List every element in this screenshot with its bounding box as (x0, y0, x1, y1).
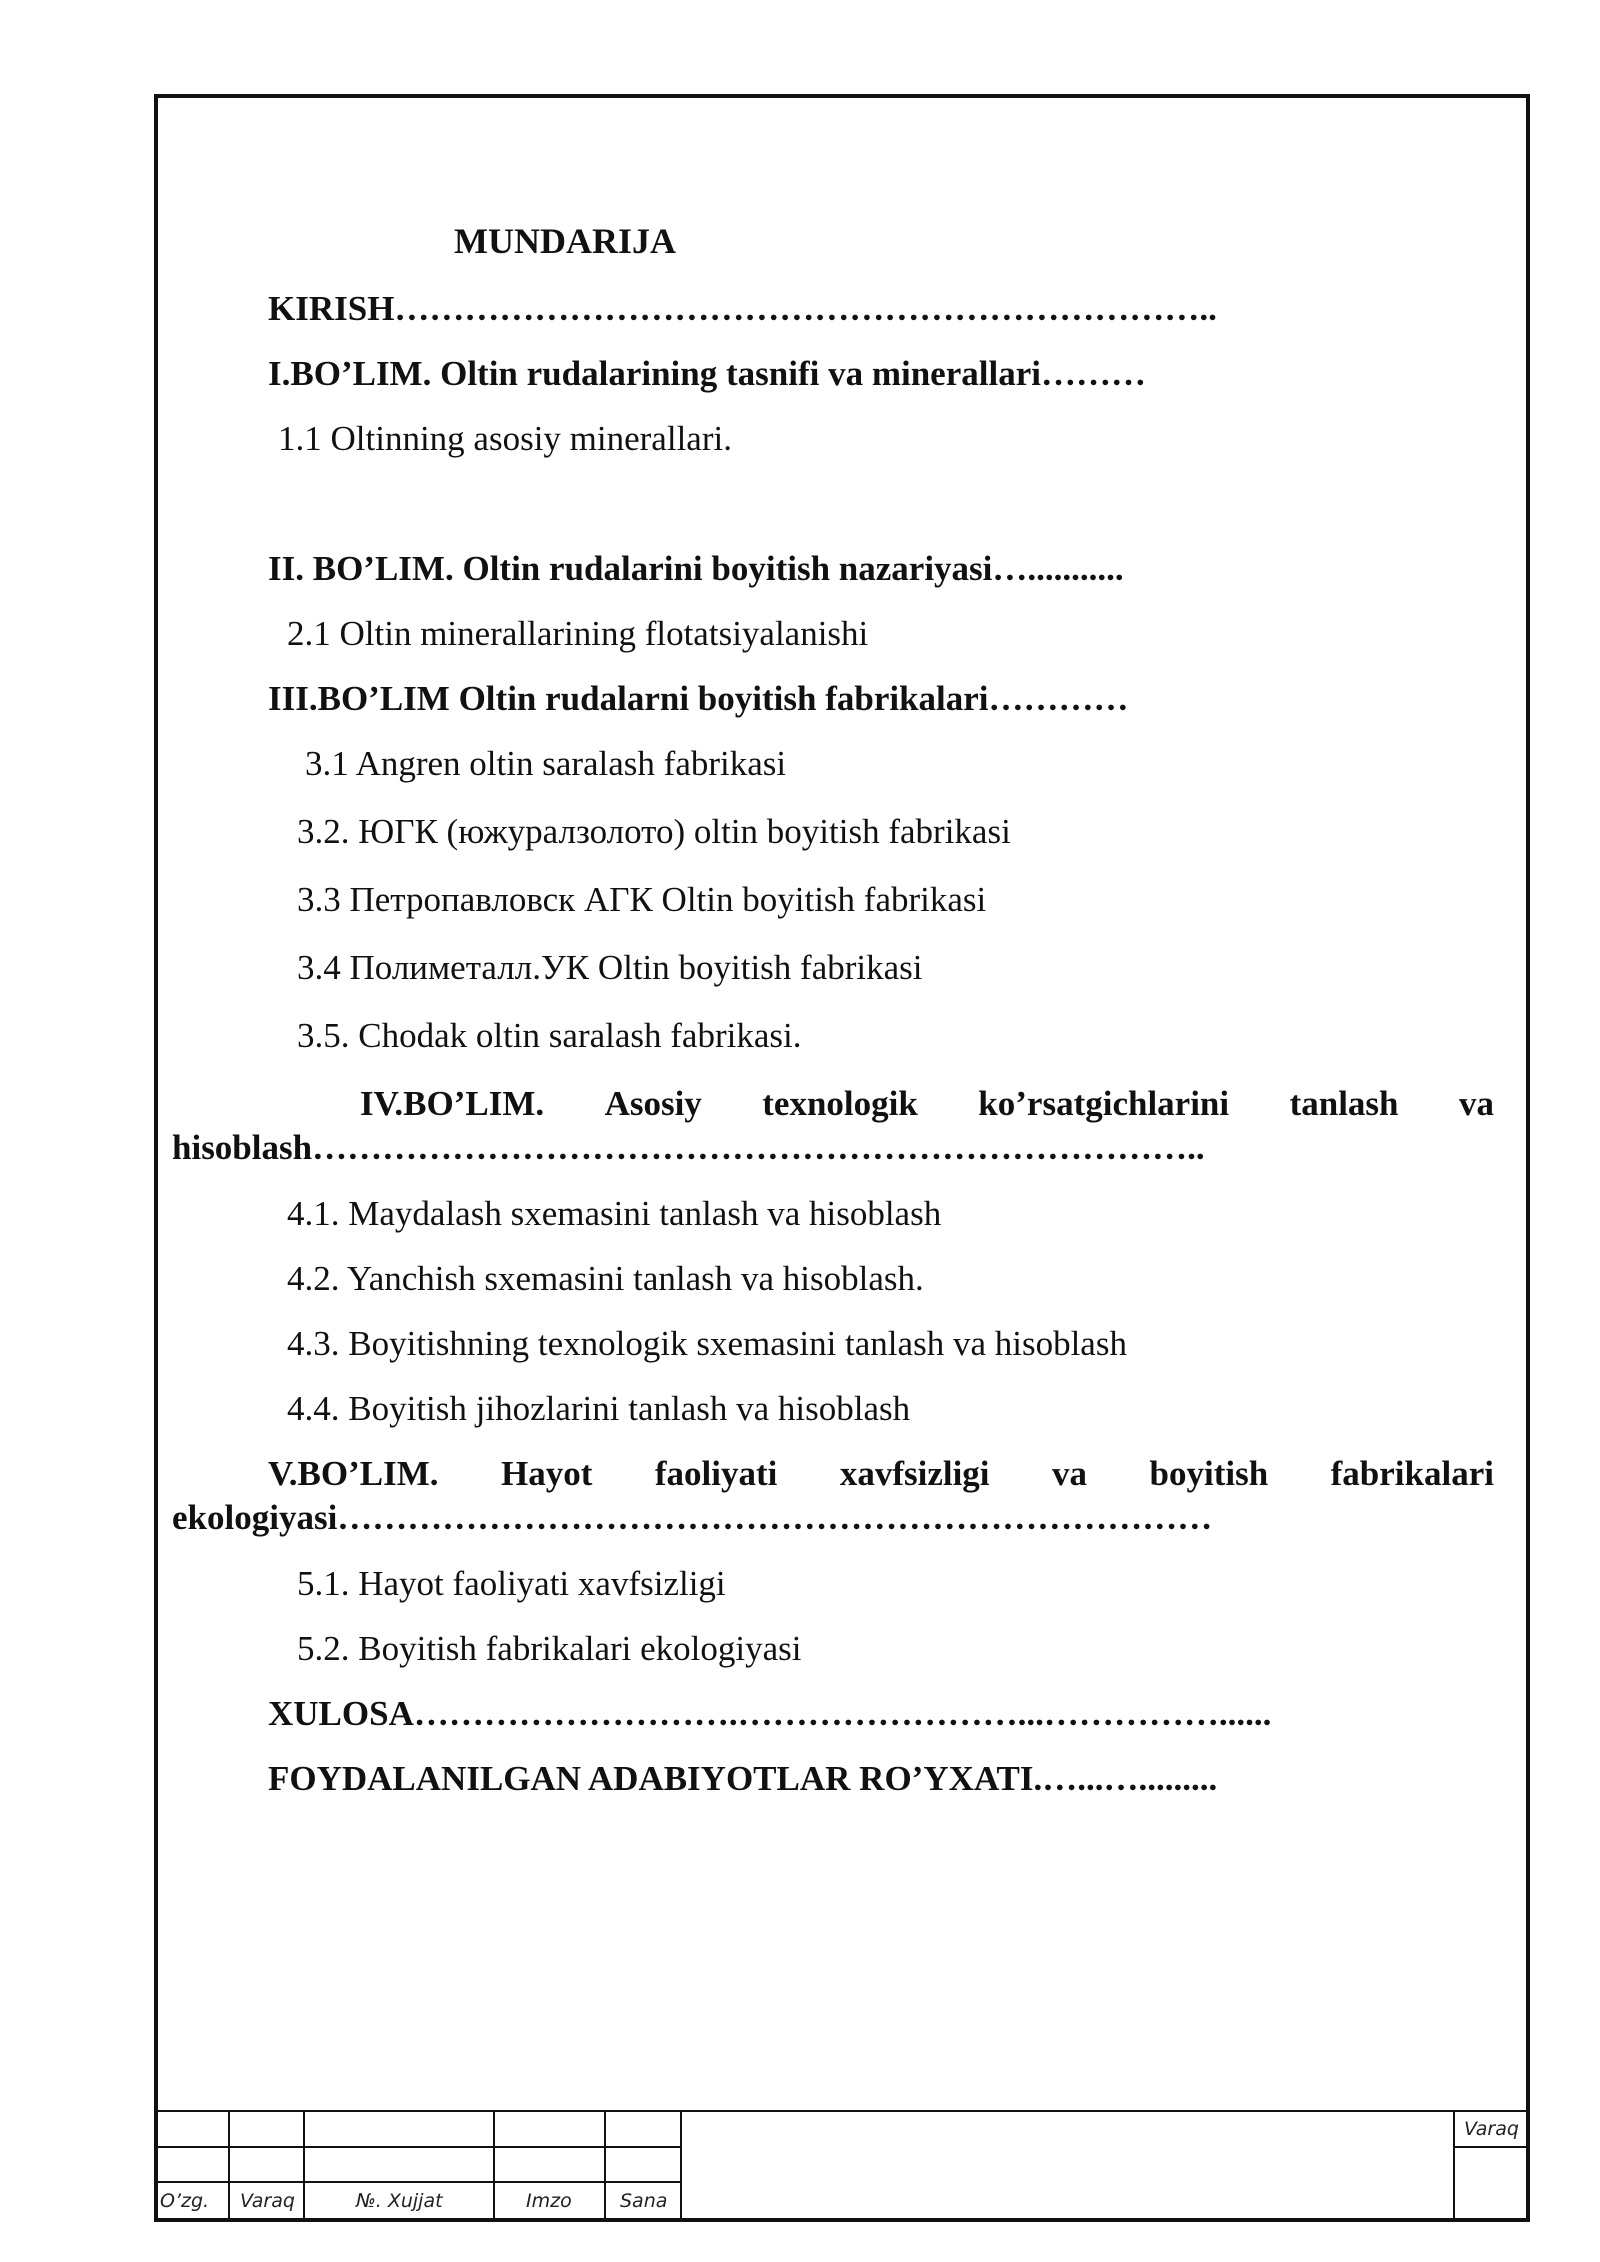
toc-bolim-5-line2: ekologiyasi………………………………………………………………… (172, 1498, 1213, 1537)
toc-bolim-5-word: fabrikalari (1330, 1454, 1494, 1493)
toc-bolim-4-word: tanlash (1289, 1084, 1399, 1123)
toc-bolim-5-word: boyitish (1149, 1454, 1269, 1493)
toc-bolim-3: III.BO’LIM Oltin rudalarni boyitish fabrikalari………… (268, 679, 1129, 718)
toc-bolim-4-word: IV.BO’LIM. (360, 1084, 545, 1123)
toc-bolim-5-word: V.BO’LIM. (268, 1454, 439, 1493)
page-title: MUNDARIJA (454, 221, 676, 261)
toc-bolim-4-word: va (1458, 1084, 1494, 1123)
stamp-label-sheet: Varaq (1464, 2118, 1519, 2140)
toc-section-3-2: 3.2. ЮГК (южуралзолото) oltin boyitish fabrikasi (297, 812, 1011, 851)
stamp-label-sana: Sana (620, 2190, 668, 2212)
toc-bolim-4-word: texnologik (762, 1084, 918, 1123)
stamp-label-ozg: O’zg. (160, 2190, 210, 2212)
toc-bolim-5-word: xavfsizligi (839, 1454, 990, 1493)
toc-section-3-1: 3.1 Angren oltin saralash fabrikasi (305, 744, 787, 783)
toc-bolim-4 (172, 1082, 1494, 1170)
stamp-label-imzo: Imzo (526, 2190, 572, 2212)
toc-section-3-4: 3.4 Полиметалл.УК Oltin boyitish fabrikasi (297, 948, 923, 987)
stamp-label-varaq: Varaq (240, 2190, 295, 2212)
toc-section-5-1: 5.1. Hayot faoliyati xavfsizligi (297, 1564, 726, 1603)
toc-section-4-4: 4.4. Boyitish jihozlarini tanlash va hisoblash (287, 1389, 911, 1428)
toc-section-3-5: 3.5. Chodak oltin saralash fabrikasi. (297, 1016, 802, 1055)
toc-bolim-2: II. BO’LIM. Oltin rudalarini boyitish nazariyasi…........... (268, 549, 1124, 588)
stamp-label-xujjat: №. Xujjat (356, 2190, 443, 2212)
stamp-block (154, 2110, 1530, 2222)
toc-bolim-5-word: va (1052, 1454, 1088, 1493)
toc-section-4-2: 4.2. Yanchish sxemasini tanlash va hisoblash. (287, 1259, 924, 1298)
toc-bolim-1: I.BO’LIM. Oltin rudalarining tasnifi va minerallari……… (268, 354, 1146, 393)
toc-kirish: KIRISH…………………………………………………………….. (268, 289, 1217, 328)
toc-section-3-3: 3.3 Петропавловск АГК Oltin boyitish fabrikasi (297, 880, 987, 919)
toc-section-4-1: 4.1. Maydalash sxemasini tanlash va hisoblash (287, 1194, 942, 1233)
toc-section-5-2: 5.2. Boyitish fabrikalari ekologiyasi (297, 1629, 802, 1668)
toc-section-4-3: 4.3. Boyitishning texnologik sxemasini tanlash va hisoblash (287, 1324, 1127, 1363)
toc-section-1-1: 1.1 Oltinning asosiy minerallari. (278, 419, 732, 458)
toc-adabiyotlar: FOYDALANILGAN ADABIYOTLAR RO’YXATI.…...…......... (268, 1759, 1218, 1798)
toc-xulosa: XULOSA……………………….……………………...……………...... (268, 1694, 1272, 1733)
toc-bolim-5-word: Hayot (500, 1454, 593, 1493)
toc-bolim-4-word: Asosiy (604, 1084, 702, 1123)
toc-bolim-5 (172, 1452, 1494, 1540)
toc-bolim-4-word: ko’rsatgichlarini (978, 1084, 1230, 1123)
toc-bolim-5-word: faoliyati (654, 1454, 778, 1493)
toc-section-2-1: 2.1 Oltin minerallarining flotatsiyalanishi (287, 614, 869, 653)
toc-bolim-4-line2: hisoblash………………………………………………………………….. (172, 1128, 1205, 1167)
